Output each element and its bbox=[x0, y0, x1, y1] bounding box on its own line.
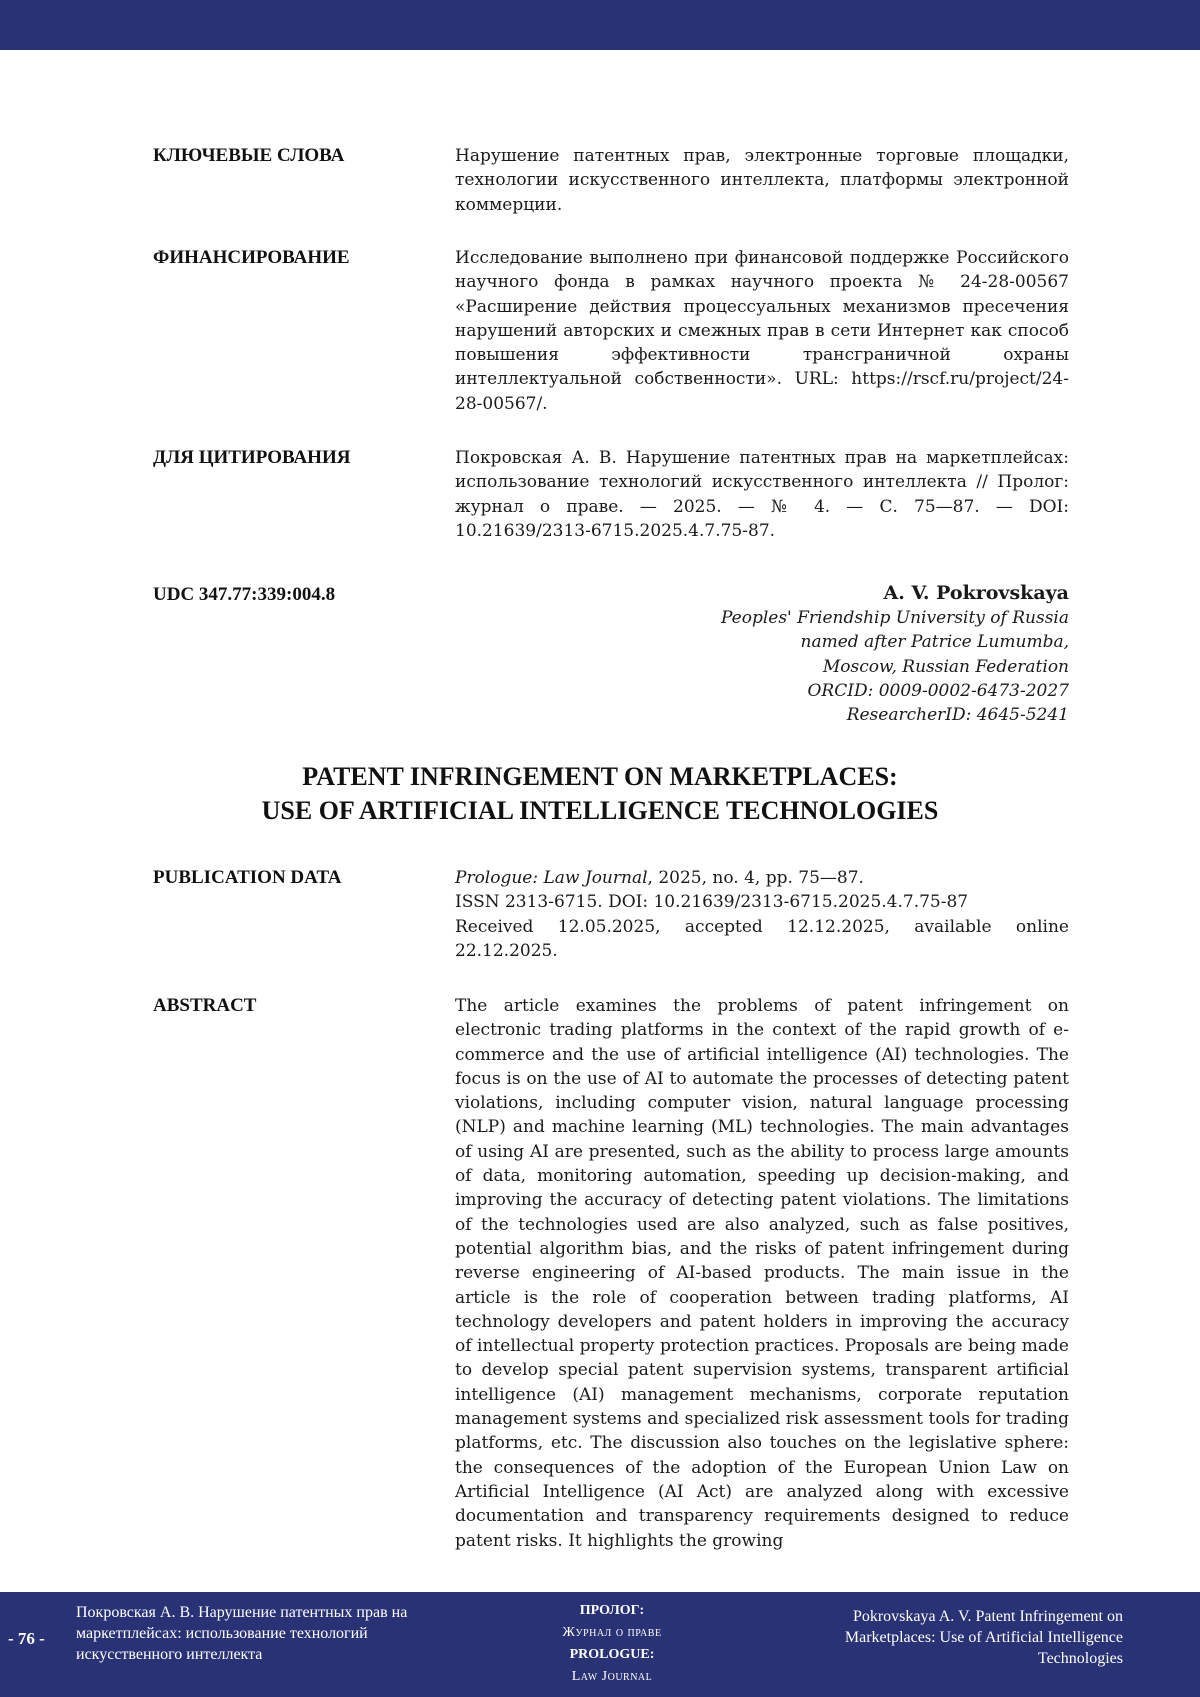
journal-ru-title: ПРОЛОГ: bbox=[579, 1603, 645, 1618]
footer-citation-ru: Покровская А. В. Нарушение патентных прав на маркетплейсах: использование технологий искусственного интеллекта bbox=[76, 1604, 408, 1663]
affiliation-line: Peoples' Friendship University of Russia bbox=[720, 608, 1069, 628]
funding-text: Исследование выполнено при финансовой поддержке Российского научного фонда в рамках научного проекта № 24-28-00567 «Расширение действия процессуальных механизмов пресечения нарушений авторских и смежных прав в сети Интернет как способ повышения эффективности трансграничной охраны интеллектуальной собственности». URL: https://rscf.ru/project/24-28-00567/. bbox=[455, 248, 1069, 414]
article-title bbox=[100, 760, 1100, 828]
author-block bbox=[569, 580, 1069, 727]
abstract-label: ABSTRACT bbox=[153, 995, 257, 1016]
abstract-text: The article examines the problems of patent infringement on electronic trading platforms in the context of the rapid growth of e-commerce and the use of artificial intelligence (AI) technologies. The focus is on the use of AI to automate the processes of detecting patent violations, including computer vision, natural language processing (NLP) and machine learning (ML) technologies. The main advantages of using AI are presented, such as the ability to process large amounts of data, monitoring automation, speeding up decision-making, and improving the accuracy of detecting patent violations. The limitations of the technologies used are also analyzed, such as false positives, potential algorithm bias, and the risks of patent infringement during reverse engineering of AI-based products. The main issue in the article is the role of cooperation between trading platforms, AI technology developers and patent holders in improving the accuracy of intellectual property protection practices. Proposals are being made to develop special patent supervision systems, transparent artificial intelligence (AI) management mechanisms, corporate reputation management systems and specialized risk assessment tools for trading platforms, etc. The discussion also touches on the legislative sphere: the consequences of the adoption of the European Union Law on Artificial Intelligence (AI Act) are analyzed along with excessive documentation and transparency requirements designed to reduce patent risks. It highlights the growing bbox=[455, 996, 1069, 1551]
footer-journal-logo bbox=[512, 1600, 712, 1688]
title-line-1: PATENT INFRINGEMENT ON MARKETPLACES: bbox=[302, 762, 898, 791]
citation-text: Покровская А. В. Нарушение патентных прав на маркетплейсах: использование технологий искусственного интеллекта // Пролог: журнал о праве. — 2025. — № 4. — С. 75—87. — DOI: 10.21639/2313-6715.2025.4.7.75-87. bbox=[455, 448, 1069, 541]
orcid-line: ORCID: 0009-0002-6473-2027 bbox=[807, 680, 1069, 701]
footer-bar bbox=[0, 1592, 1200, 1697]
journal-name: Prologue: Law Journal bbox=[455, 868, 648, 888]
publication-text bbox=[455, 866, 1069, 963]
affiliation-line: named after Patrice Lumumba, bbox=[800, 632, 1069, 653]
keywords-text: Нарушение патентных прав, электронные торговые площадки, технологии искусственного интеллекта, платформы электронной коммерции. bbox=[455, 146, 1069, 215]
researcher-id-line: ResearcherID: 4645-5241 bbox=[846, 705, 1069, 726]
udc-code: UDC 347.77:339:004.8 bbox=[153, 584, 336, 605]
citation-label: ДЛЯ ЦИТИРОВАНИЯ bbox=[153, 447, 351, 468]
received-dates: Received 12.05.2025, accepted 12.12.2025, available online 22.12.2025. bbox=[455, 916, 1069, 961]
journal-en-title: PROLOGUE: bbox=[569, 1647, 655, 1662]
publication-label: PUBLICATION DATA bbox=[153, 867, 342, 888]
footer-citation-en: Pokrovskaya A. V. Patent Infringement on Marketplaces: Use of Artificial Intelligence Technologies bbox=[844, 1608, 1123, 1667]
author-name: A. V. Pokrovskaya bbox=[883, 582, 1069, 604]
title-line-2: USE OF ARTIFICIAL INTELLIGENCE TECHNOLOGIES bbox=[261, 796, 939, 825]
keywords-label: КЛЮЧЕВЫЕ СЛОВА bbox=[153, 145, 345, 166]
funding-label: ФИНАНСИРОВАНИЕ bbox=[153, 247, 350, 268]
journal-issue-details: , 2025, no. 4, pp. 75—87. bbox=[647, 868, 864, 888]
journal-ru-subtitle: Журнал о праве bbox=[562, 1625, 662, 1640]
header-bar bbox=[0, 0, 1200, 50]
journal-en-subtitle: Law Journal bbox=[571, 1669, 653, 1684]
issn-doi: ISSN 2313-6715. DOI: 10.21639/2313-6715.2025.4.7.75-87 bbox=[455, 892, 969, 913]
affiliation-line: Moscow, Russian Federation bbox=[822, 656, 1069, 677]
page-number: - 76 - bbox=[8, 1629, 45, 1648]
